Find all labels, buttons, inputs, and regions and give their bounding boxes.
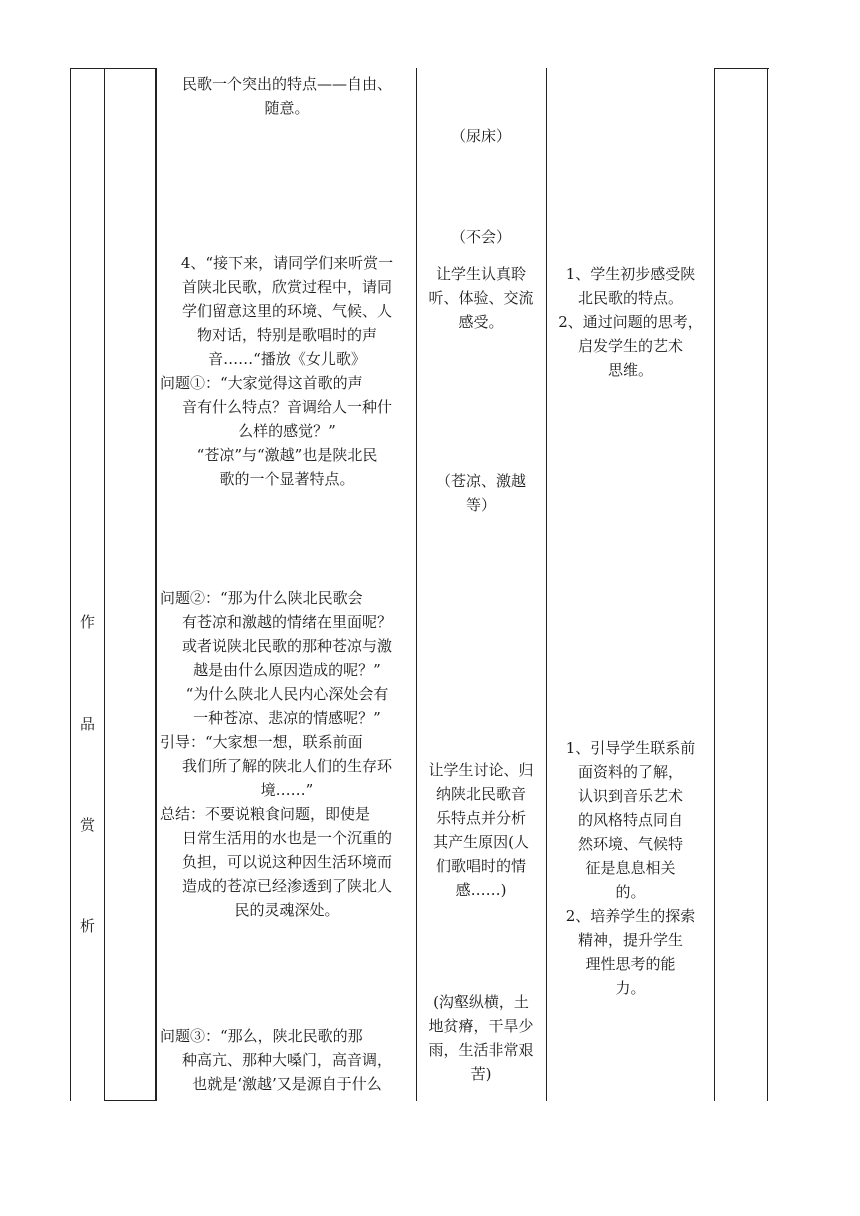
text-line: 我们所了解的陕北人们的生存环: [181, 757, 392, 775]
text-line: 越是由什么原因造成的呢？”: [193, 661, 381, 679]
text-line: 音有什么特点？音调给人一种什: [181, 398, 392, 416]
text-line: 的风格特点同自: [577, 811, 683, 829]
text-line: (沟壑纵横，土: [433, 993, 529, 1011]
text-line: 让学生讨论、归: [428, 761, 534, 779]
teacher-text-block-2: [160, 251, 414, 491]
text-line: 民的灵魂深处。: [234, 901, 340, 919]
student-text-block-6: [418, 990, 544, 1086]
text-line: 认识到音乐艺术: [577, 787, 683, 805]
text-line: 2、培养学生的探索: [565, 907, 696, 925]
text-line: 问题③：“那么，陕北民歌的那: [160, 1027, 363, 1045]
text-line: 乐特点并分析: [435, 809, 526, 827]
text-line: 雨，生活非常艰: [428, 1041, 534, 1059]
table-top-border-right: [714, 68, 769, 69]
text-line: 让学生认真聆: [435, 265, 526, 283]
text-line: 2、通过问题的思考，: [558, 313, 703, 331]
student-text-block-4: [418, 469, 544, 517]
text-line: 启发学生的艺术: [577, 337, 683, 355]
text-line: 种高亢、那种大嗓门，高音调，: [181, 1051, 392, 1069]
text-line: 有苍凉和激越的情绪在里面呢？: [181, 613, 392, 631]
intent-text-block-1: [549, 262, 712, 382]
col-border-7: [714, 68, 715, 1101]
text-line: 问题②：“那为什么陕北民歌会: [160, 589, 363, 607]
text-line: 么样的感觉？”: [238, 422, 336, 440]
teacher-text-block-3: [160, 586, 414, 922]
narrow-cell-bottom-border: [104, 1100, 156, 1101]
text-line: 其产生原因(人: [433, 833, 529, 851]
text-line: 1、学生初步感受陕: [565, 265, 696, 283]
student-text-block-1: [418, 124, 544, 148]
table-top-border: [70, 68, 156, 69]
text-line: 一种苍凉、悲凉的情感呢？”: [193, 709, 381, 727]
section-label-char: 析: [80, 917, 96, 935]
teacher-text-block-4: [160, 1024, 414, 1096]
text-line: 感……): [455, 881, 507, 899]
text-line: 也就是‘激越’又是源自于什么: [192, 1075, 382, 1093]
text-line: 面资料的了解，: [577, 763, 683, 781]
student-text-block-2: [418, 225, 544, 249]
text-line: （尿床）: [450, 127, 511, 145]
col-border-1: [70, 68, 71, 1101]
teacher-text-block-1: [160, 72, 414, 120]
text-line: 1、引导学生联系前: [565, 739, 696, 757]
text-line: 首陕北民歌，欣赏过程中，请同: [181, 278, 392, 296]
text-line: 随意。: [264, 99, 310, 117]
text-line: 精神，提升学生: [577, 931, 683, 949]
text-line: 听、体验、交流: [428, 289, 534, 307]
section-label-char: 赏: [80, 816, 96, 834]
student-text-block-5: [418, 758, 544, 902]
text-line: 地贫瘠，干旱少: [428, 1017, 534, 1035]
text-line: 总结：不要说粮食问题，即使是: [160, 805, 371, 823]
text-line: 造成的苍凉已经渗透到了陕北人: [181, 877, 392, 895]
text-line: 境……”: [260, 781, 314, 799]
text-line: 日常生活用的水也是一个沉重的: [181, 829, 392, 847]
text-line: （不会）: [450, 228, 511, 246]
text-line: 征是息息相关: [585, 859, 676, 877]
text-line: 然环境、气候特: [577, 835, 683, 853]
text-line: 或者说陕北民歌的那种苍凉与激: [181, 637, 392, 655]
text-line: 等）: [465, 496, 496, 514]
text-line: 歌的一个显著特点。: [219, 470, 355, 488]
text-line: 4、“接下来，请同学们来听赏一: [180, 254, 394, 272]
text-line: 民歌一个突出的特点——自由、: [181, 75, 392, 93]
text-line: （苍凉、激越: [435, 472, 526, 490]
text-line: 北民歌的特点。: [577, 289, 683, 307]
text-line: 思维。: [607, 361, 653, 379]
col-border-6: [546, 68, 547, 1101]
col-border-4: [156, 68, 157, 1101]
text-line: 音……“播放《女儿歌》: [208, 350, 366, 368]
text-line: 纳陕北民歌音: [435, 785, 526, 803]
text-line: 问题①：“大家觉得这首歌的声: [160, 374, 363, 392]
text-line: 感受。: [458, 313, 504, 331]
intent-text-block-2: [549, 736, 712, 1000]
col-border-8: [767, 68, 768, 1101]
text-line: 物对话，特别是歌唱时的声: [196, 326, 377, 344]
section-label-char: 品: [80, 715, 96, 733]
text-line: 负担，可以说这种因生活环境而: [181, 853, 392, 871]
text-line: “为什么陕北人民内心深处会有: [185, 685, 389, 703]
col-border-2: [104, 68, 105, 1101]
section-label-char: 作: [80, 613, 96, 631]
text-line: 们歌唱时的情: [435, 857, 526, 875]
col-border-5: [416, 68, 417, 1101]
text-line: 的。: [615, 883, 646, 901]
text-line: 苦): [470, 1065, 492, 1083]
text-line: 引导：“大家想一想，联系前面: [160, 733, 363, 751]
student-text-block-3: [418, 262, 544, 334]
text-line: 力。: [615, 979, 646, 997]
text-line: “苍凉”与“激越”也是陕北民: [196, 446, 378, 464]
text-line: 学们留意这里的环境、气候、人: [181, 302, 392, 320]
text-line: 理性思考的能: [585, 955, 676, 973]
